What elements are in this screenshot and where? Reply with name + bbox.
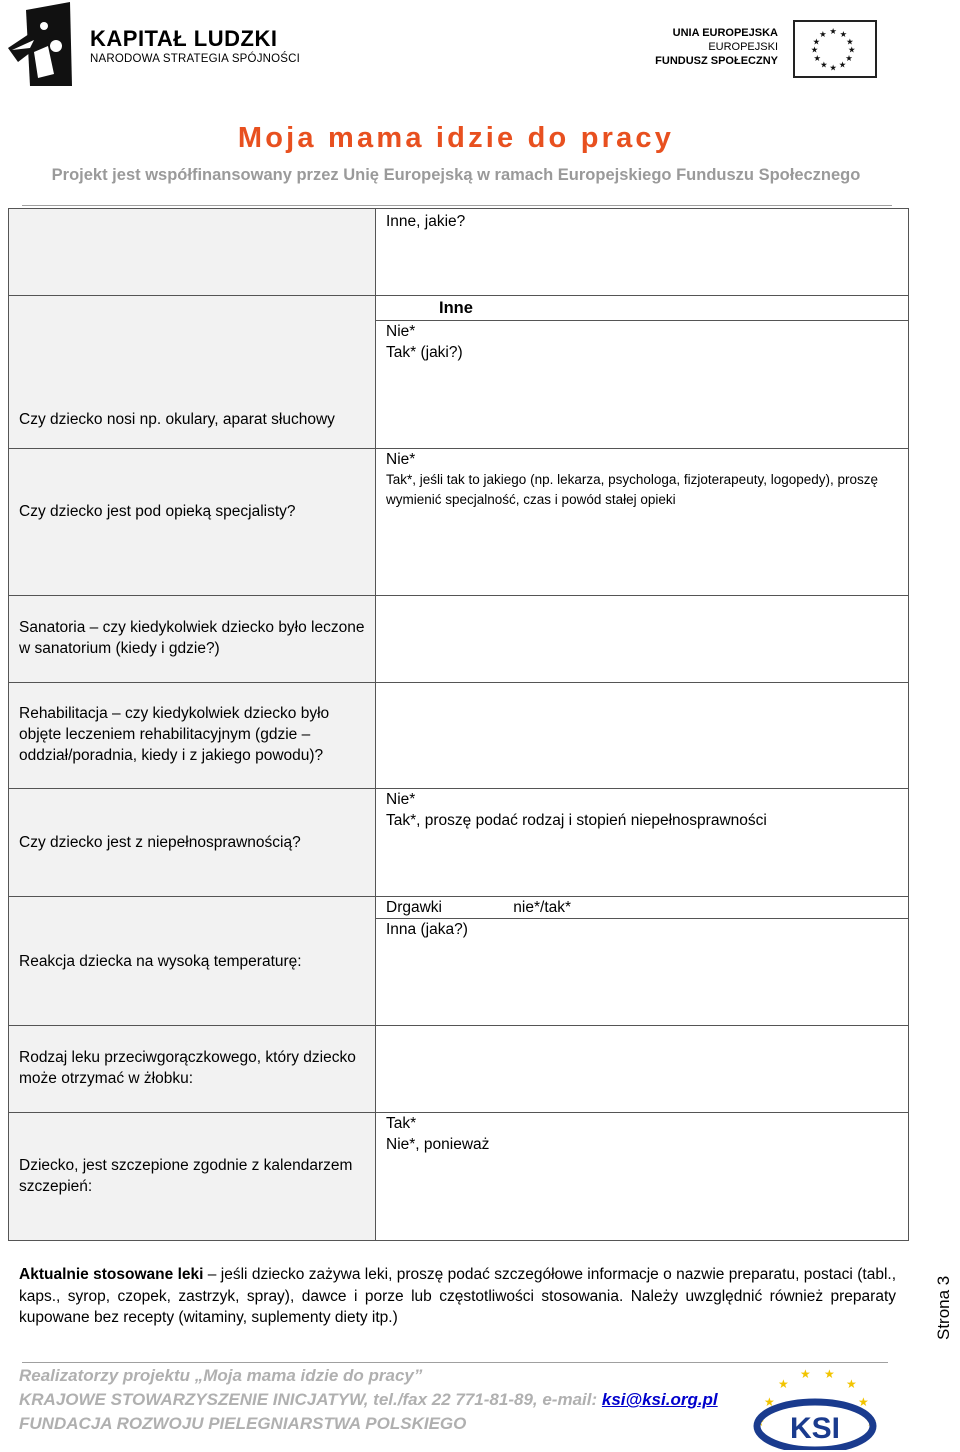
question-specialist: Czy dziecko jest pod opieką specjalisty?	[19, 503, 296, 520]
svg-text:★: ★	[819, 28, 827, 39]
answer-cell[interactable]	[376, 789, 909, 897]
question-rehabilitation: Rehabilitacja – czy kiedykolwiek dziecko było objęte leczeniem rehabilitacyjnym (gdzie – oddział/poradnia, kiedy i z jakiego powodu)?	[19, 705, 330, 764]
eu-flag-icon	[793, 20, 877, 78]
svg-text:★: ★	[810, 44, 819, 55]
question-cell	[9, 296, 376, 449]
svg-text:★: ★	[846, 1377, 857, 1391]
svg-text:★: ★	[845, 53, 853, 64]
svg-text:★: ★	[829, 62, 837, 73]
eu-label-line3: FUNDUSZ SPOŁECZNY	[655, 55, 778, 67]
current-medications-text: – jeśli dziecko zażywa leki, proszę podać szczegółowe informacje o nazwie preparatu, postaci (tabl., kaps., syrop, czopek, zastrzyk, spray), dawce i porze lub częstotliwości stosowania. Należy uwzględnić również preparaty kupowane bez recepty (witaminy, suplementy diety itp.)	[19, 1266, 896, 1326]
answer-no-because: Nie*, ponieważ	[386, 1136, 490, 1153]
svg-text:★: ★	[820, 59, 828, 70]
answer-yes-which: Tak* (jaki?)	[386, 344, 463, 361]
svg-text:★: ★	[839, 28, 848, 39]
answer-cell[interactable]	[376, 209, 909, 296]
question-cell	[9, 789, 376, 897]
svg-text:★: ★	[754, 1415, 765, 1429]
answer-yes: Tak*	[386, 1115, 417, 1132]
current-medications-heading: Aktualnie stosowane leki	[19, 1266, 204, 1283]
question-glasses: Czy dziecko nosi np. okulary, aparat słuchowy	[19, 411, 335, 428]
ksi-logo-text: KSI	[789, 1412, 841, 1445]
ksi-logo	[748, 1366, 882, 1450]
question-cell	[9, 596, 376, 683]
eu-label-line1: UNIA EUROPEJSKA	[672, 27, 778, 39]
svg-text:★: ★	[778, 1377, 789, 1391]
svg-text:★: ★	[838, 59, 847, 70]
svg-text:★: ★	[813, 53, 822, 64]
answer-no: Nie*	[386, 791, 416, 808]
table-row	[9, 596, 909, 683]
answer-cell[interactable]	[376, 449, 909, 596]
answer-other-heading: Inne	[439, 299, 473, 317]
svg-text:★: ★	[866, 1415, 877, 1429]
footer-email-link[interactable]: ksi@ksi.org.pl	[601, 1390, 718, 1409]
answer-convulsions-row	[386, 897, 898, 918]
table-row	[9, 683, 909, 789]
question-cell	[9, 449, 376, 596]
answer-convulsions-label: Drgawki	[386, 899, 442, 916]
question-cell	[9, 897, 376, 1026]
answer-yes-disability: Tak*, proszę podać rodzaj i stopień niepełnosprawności	[386, 812, 767, 829]
answer-cell[interactable]	[376, 897, 909, 1026]
footer-line-3: FUNDACJA ROZWOJU PIELEGNIARSTWA POLSKIEGO	[19, 1414, 467, 1433]
eu-label-line2: EUROPEJSKI	[708, 41, 778, 53]
table-row	[9, 789, 909, 897]
answer-no: Nie*	[386, 451, 416, 468]
svg-text:★: ★	[764, 1395, 775, 1409]
question-fever-reaction: Reakcja dziecka na wysoką temperaturę:	[19, 953, 302, 970]
question-cell	[9, 1026, 376, 1113]
answer-no: Nie*	[386, 323, 416, 340]
eu-label	[655, 26, 778, 68]
answer-cell[interactable]	[376, 296, 909, 449]
answer-yes-specialist: Tak*, jeśli tak to jakiego (np. lekarza, psychologa, fizjoterapeuty, logopedy), proszę wymienić specjalność, czas i powód stałej opieki	[386, 472, 879, 507]
table-row	[9, 296, 909, 449]
answer-cell[interactable]	[376, 596, 909, 683]
header-divider	[22, 205, 892, 206]
table-row	[9, 1026, 909, 1113]
answer-other-what: Inne, jakie?	[386, 213, 466, 230]
answer-other-reaction: Inna (jaka?)	[386, 921, 468, 938]
answer-cell[interactable]	[376, 683, 909, 789]
question-disability: Czy dziecko jest z niepełnosprawnością?	[19, 834, 301, 851]
answer-cell[interactable]	[376, 1026, 909, 1113]
svg-text:★: ★	[824, 1367, 835, 1381]
question-vaccination: Dziecko, jest szczepione zgodnie z kalendarzem szczepień:	[19, 1157, 353, 1195]
question-cell	[9, 209, 376, 296]
footer-line-2	[19, 1390, 718, 1410]
question-antipyretic: Rodzaj leku przeciwgorączkowego, który dziecko może otrzymać w żłobku:	[19, 1049, 356, 1087]
question-cell	[9, 1113, 376, 1241]
health-form-table	[8, 208, 909, 1241]
table-row	[9, 897, 909, 1026]
page-number	[934, 1274, 960, 1344]
page-title: Moja mama idzie do pracy	[237, 122, 675, 154]
footer-line-1: Realizatorzy projektu „Moja mama idzie do pracy”	[19, 1366, 423, 1385]
answer-convulsions-value: nie*/tak*	[513, 899, 572, 916]
svg-text:★: ★	[812, 36, 821, 47]
footer-organization-contact: KRAJOWE STOWARZYSZENIE INICJATYW, tel./fax 22 771-81-89, e-mail:	[19, 1390, 602, 1409]
question-cell	[9, 683, 376, 789]
svg-text:★: ★	[829, 26, 837, 37]
svg-text:★: ★	[800, 1367, 811, 1381]
table-row	[9, 449, 909, 596]
answer-cell[interactable]	[376, 1113, 909, 1241]
page-number-label: Strona 3	[934, 1275, 953, 1340]
svg-text:★: ★	[848, 44, 856, 55]
question-sanatorium: Sanatoria – czy kiedykolwiek dziecko było leczone w sanatorium (kiedy i gdzie?)	[19, 619, 365, 657]
page-subtitle: Projekt jest współfinansowany przez Unię Europejską w ramach Europejskiego Funduszu Społecznego	[51, 166, 861, 184]
footer-divider	[22, 1362, 888, 1363]
table-row	[9, 209, 909, 296]
kapital-ludzki-title: KAPITAŁ LUDZKI	[90, 26, 278, 51]
svg-text:★: ★	[858, 1395, 869, 1409]
kapital-ludzki-subtitle: NARODOWA STRATEGIA SPÓJNOŚCI	[90, 53, 301, 65]
svg-text:★: ★	[846, 36, 854, 47]
table-row	[9, 1113, 909, 1241]
current-medications-note	[19, 1264, 896, 1329]
